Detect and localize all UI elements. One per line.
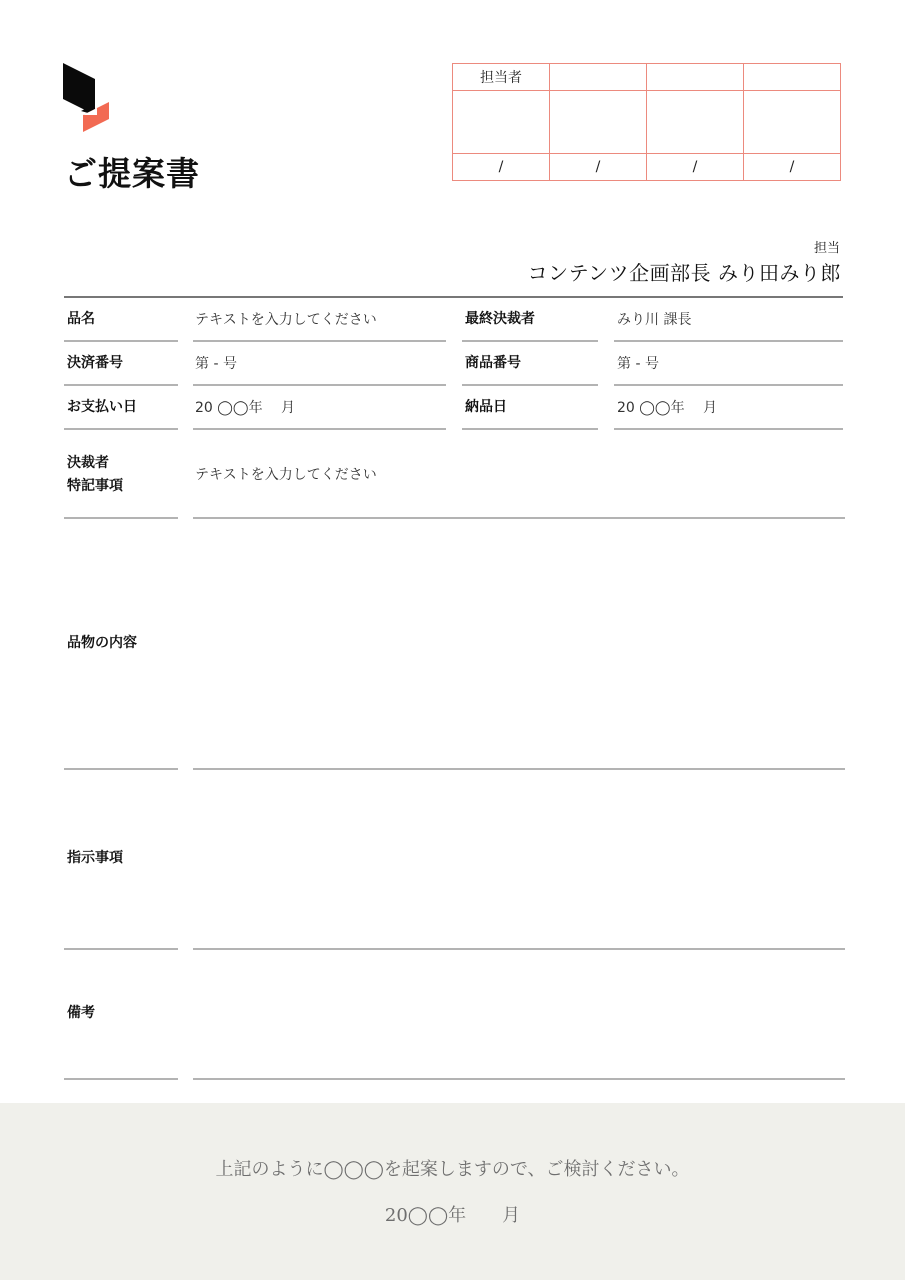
- field-biko[interactable]: [195, 960, 843, 1070]
- row-divider: [614, 428, 843, 430]
- stamp-header-cell[interactable]: [744, 64, 841, 91]
- row-divider: [193, 428, 446, 430]
- label-hinmei: 品名: [67, 311, 95, 327]
- field-hinmei[interactable]: テキストを入力してください: [195, 312, 377, 328]
- document-title: ご提案書: [64, 154, 200, 193]
- field-oshiharai-bi[interactable]: 20 ◯◯年 月: [195, 400, 296, 416]
- row-divider: [193, 948, 845, 950]
- stamp-seal-cell[interactable]: [647, 91, 744, 154]
- row-divider: [193, 384, 446, 386]
- stamp-seal-cell[interactable]: [744, 91, 841, 154]
- row-divider: [193, 340, 446, 342]
- field-kessaisha-tokki[interactable]: テキストを入力してください: [195, 467, 377, 483]
- row-divider: [193, 517, 845, 519]
- stamp-header-cell: 担当者: [453, 64, 550, 91]
- row-divider: [64, 1078, 178, 1080]
- label-shinamono-naiyo: 品物の内容: [67, 635, 137, 651]
- label-kessai-bango: 決済番号: [67, 355, 123, 371]
- label-saishu-kessaisha: 最終決裁者: [465, 311, 535, 327]
- field-shinamono-naiyo[interactable]: [195, 530, 843, 760]
- footer-message: 上記のように◯◯◯を起案しますので、ご検討ください。: [215, 1159, 690, 1180]
- row-divider: [64, 340, 178, 342]
- stamp-date-cell[interactable]: /: [744, 154, 841, 181]
- field-kessai-bango[interactable]: 第 - 号: [195, 356, 237, 372]
- footer-band: [0, 1103, 905, 1280]
- label-shohin-bango: 商品番号: [465, 355, 521, 371]
- row-divider: [64, 768, 178, 770]
- label-shiji-jiko: 指示事項: [67, 850, 123, 866]
- row-divider: [193, 768, 845, 770]
- stamp-header-cell[interactable]: [550, 64, 647, 91]
- row-divider: [614, 340, 843, 342]
- label-oshiharai-bi: お支払い日: [67, 399, 137, 415]
- label-kessaisha-tokki-line1: 決裁者: [67, 455, 109, 471]
- field-shiji-jiko[interactable]: [195, 780, 843, 940]
- stamp-header-cell[interactable]: [647, 64, 744, 91]
- row-divider: [462, 428, 598, 430]
- stamp-seal-cell[interactable]: [550, 91, 647, 154]
- field-shohin-bango[interactable]: 第 - 号: [617, 356, 659, 372]
- row-divider: [193, 1078, 845, 1080]
- label-biko: 備考: [67, 1005, 95, 1021]
- company-logo-icon: [63, 63, 111, 133]
- row-divider: [64, 517, 178, 519]
- header-divider: [64, 296, 843, 298]
- stamp-date-cell[interactable]: /: [453, 154, 550, 181]
- stamp-seal-cell[interactable]: [453, 91, 550, 154]
- field-nohin-bi[interactable]: 20 ◯◯年 月: [617, 400, 718, 416]
- approval-stamp-table: [452, 63, 841, 181]
- assignee-name: コンテンツ企画部長 みり田みり郎: [527, 261, 841, 285]
- assignee-caption: 担当: [813, 241, 840, 256]
- label-kessaisha-tokki-line2: 特記事項: [67, 478, 123, 494]
- row-divider: [462, 384, 598, 386]
- stamp-date-cell[interactable]: /: [550, 154, 647, 181]
- row-divider: [64, 948, 178, 950]
- row-divider: [64, 428, 178, 430]
- field-saishu-kessaisha[interactable]: みり川 課長: [617, 312, 692, 328]
- row-divider: [462, 340, 598, 342]
- row-divider: [64, 384, 178, 386]
- stamp-date-cell[interactable]: /: [647, 154, 744, 181]
- label-nohin-bi: 納品日: [465, 399, 507, 415]
- row-divider: [614, 384, 843, 386]
- footer-date[interactable]: 20◯◯年 月: [384, 1205, 521, 1226]
